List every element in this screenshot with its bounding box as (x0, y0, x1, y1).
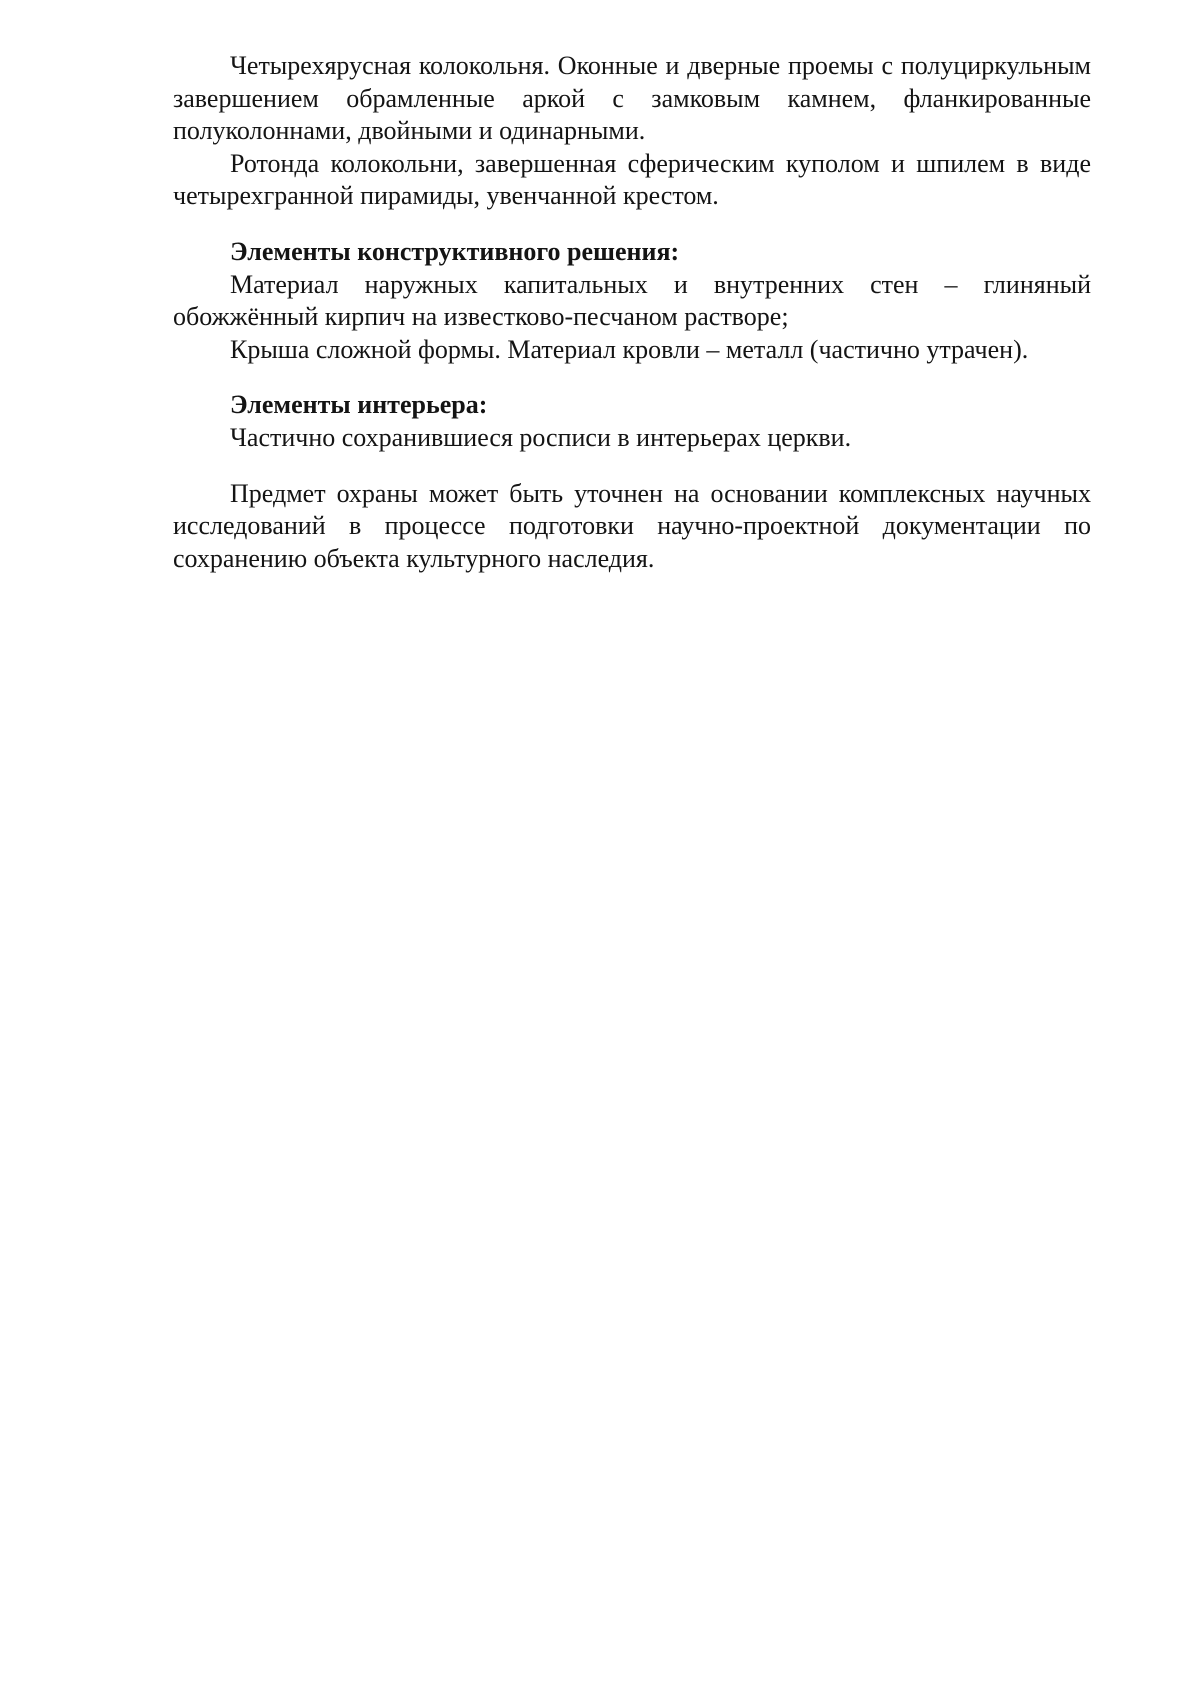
interior-heading: Элементы интерьера: (230, 390, 488, 420)
interior-paragraph-1: Частично сохранившиеся росписи в интерьерах церкви. (230, 422, 852, 452)
description-paragraph-1: Четырехярусная колокольня. Оконные и дверные проемы с полуциркульным завершением обрамленные аркой с замковым камнем, фланкированные полуколоннами, двойными и одинарными. (173, 51, 1091, 146)
description-paragraph-2: Ротонда колокольни, завершенная сферическим куполом и шпилем в виде четырехгранной пирамиды, увенчанной крестом. (173, 148, 1091, 211)
constructive-paragraph-1: Материал наружных капитальных и внутренних стен – глиняный обожжённый кирпич на известково-песчаном растворе; (173, 269, 1091, 332)
constructive-paragraph-2: Крыша сложной формы. Материал кровли – металл (частично утрачен). (230, 334, 1029, 364)
constructive-heading: Элементы конструктивного решения: (230, 236, 680, 266)
closing-paragraph: Предмет охраны может быть уточнен на основании комплексных научных исследований в процессе подготовки научно-проектной документации по сохранению объекта культурного наследия. (173, 478, 1091, 573)
document-page (173, 50, 1091, 575)
